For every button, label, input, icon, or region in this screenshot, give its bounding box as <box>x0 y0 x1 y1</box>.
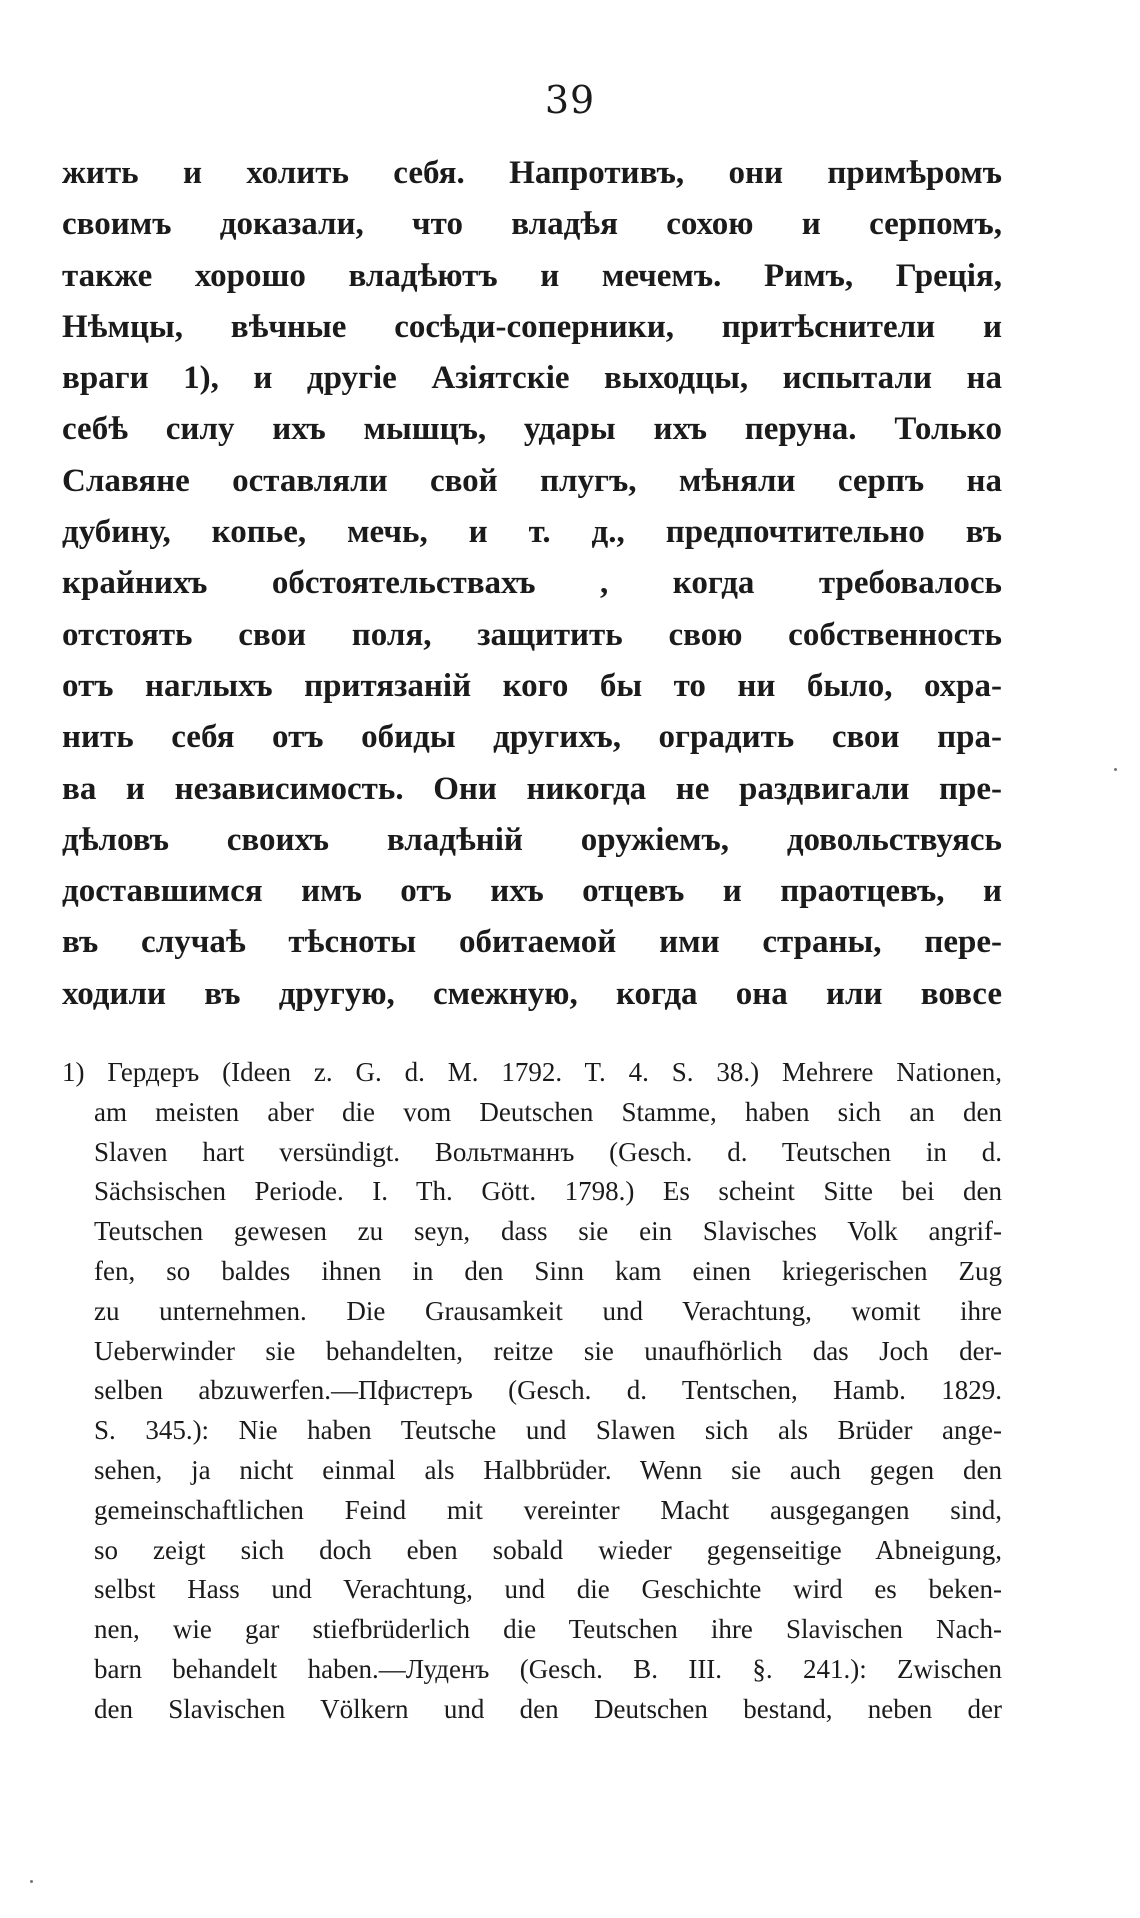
text-line: также хорошо владѣютъ и мечемъ. Римъ, Грецiя, <box>62 257 1002 294</box>
text-line: въ случаѣ тѣсноты обитаемой ими страны, пере- <box>62 924 1002 961</box>
footnote-line: nen, wie gar stiefbrüderlich die Teutschen ihre Slavischen Nach- <box>94 1614 1002 1645</box>
footnote-line: Teutschen gewesen zu seyn, dass sie ein Slavisches Volk angrif- <box>94 1216 1002 1247</box>
text-line: отъ наглыхъ притязанiй кого бы то ни было, охра- <box>62 667 1002 704</box>
footnote-line: am meisten aber die vom Deutschen Stamme, haben sich an den <box>94 1096 1002 1127</box>
footnote-line: 1) Гердеръ (Ideen z. G. d. M. 1792. T. 4. S. 38.) Mehrere Nationen, <box>62 1057 1002 1087</box>
text-line: доставшимся имъ отъ ихъ отцевъ и праотцевъ, и <box>62 873 1002 910</box>
paper-speck <box>1114 768 1117 771</box>
footnote-line: Ueberwinder sie behandelten, reitze sie unaufhörlich das Joch der- <box>94 1335 1002 1366</box>
footnote-block <box>62 1052 1002 1729</box>
footnote-line: selbst Hass und Verachtung, und die Geschichte wird es beken- <box>94 1574 1002 1605</box>
text-line: Нѣмцы, вѣчные сосѣди-соперники, притѣснители и <box>62 308 1002 345</box>
text-line: себѣ силу ихъ мышцъ, удары ихъ перуна. Только <box>62 411 1002 448</box>
text-line: враги 1), и другiе Азiятскiе выходцы, испытали на <box>62 360 1002 397</box>
page-number: 39 <box>544 78 596 122</box>
footnote-line: so zeigt sich doch eben sobald wieder gegenseitige Abneigung, <box>94 1534 1002 1565</box>
footnote-line: fen, so baldes ihnen in den Sinn kam einen kriegerischen Zug <box>94 1255 1002 1286</box>
text-line: ходили въ другую, смежную, когда она или вовсе <box>62 975 1002 1012</box>
text-line: жить и холить себя. Напротивъ, они примѣромъ <box>62 155 1002 191</box>
text-line: нить себя отъ обиды другихъ, оградить свои пра- <box>62 719 1002 756</box>
text-line: отстоять свои поля, защитить свою собственность <box>62 616 1002 653</box>
footnote-line: S. 345.): Nie haben Teutsche und Slawen sich als Brüder ange- <box>94 1415 1002 1446</box>
text-line: крайнихъ обстоятельствахъ , когда требовалось <box>62 565 1002 602</box>
text-line: дѣловъ своихъ владѣнiй оружiемъ, довольствуясь <box>62 821 1002 858</box>
text-line: дубину, копье, мечь, и т. д., предпочтительно въ <box>62 514 1002 551</box>
footnote-line: den Slavischen Völkern und den Deutschen bestand, neben der <box>94 1693 1002 1724</box>
footnote-line: Sächsischen Periode. I. Th. Gött. 1798.) Es scheint Sitte bei den <box>94 1176 1002 1207</box>
footnote-line: barn behandelt haben.—Луденъ (Gesch. B. III. §. 241.): Zwischen <box>94 1653 1002 1684</box>
footnote-line: selben abzuwerfen.—Пфистеръ (Gesch. d. Tentschen, Hamb. 1829. <box>94 1375 1002 1406</box>
footnote-line: gemeinschaftlichen Feind mit vereinter Macht ausgegangen sind, <box>94 1494 1002 1525</box>
text-line: своимъ доказали, что владѣя сохою и серпомъ, <box>62 206 1002 243</box>
footnote-line: Slaven hart versündigt. Вольтманнъ (Gesch. d. Teutschen in d. <box>94 1136 1002 1167</box>
main-text-block <box>62 148 1002 1020</box>
paper-speck <box>30 1880 33 1883</box>
text-line: ва и независимость. Они никогда не раздвигали пре- <box>62 770 1002 807</box>
footnote-line: sehen, ja nicht einmal als Halbbrüder. Wenn sie auch gegen den <box>94 1454 1002 1485</box>
text-line: Славяне оставляли свой плугъ, мѣняли серпъ на <box>62 462 1002 499</box>
footnote-line: zu unternehmen. Die Grausamkeit und Verachtung, womit ihre <box>94 1295 1002 1326</box>
